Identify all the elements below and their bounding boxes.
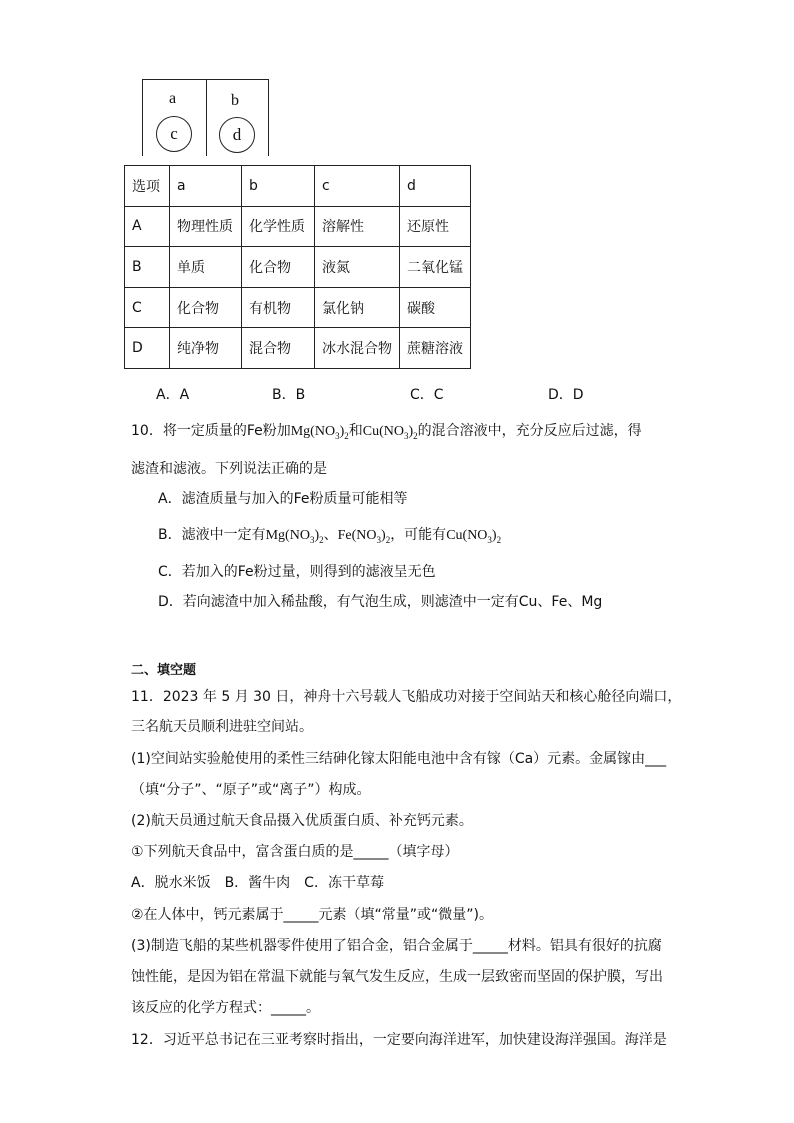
q11-line1: 11．2023 年 5 月 30 日，神舟十六号载人飞船成功对接于空间站天和核心舱径向端口， [131,689,682,705]
section-title: 二、填空题 [131,663,197,678]
q11-part2: (2)航天员通过航天食品摄入优质蛋白质、补充钙元素。 [131,813,473,829]
table-row [125,206,471,247]
q10-option-c: C．若加入的Fe粉过量，则得到的滤液呈无色 [158,564,436,580]
table-cell: C [125,287,170,328]
q9-choice-d: D．D [548,387,584,403]
diagram-label-b: b [231,92,239,109]
q11-part3-line2: 蚀性能，是因为铝在常温下就能与氧气发生反应，生成一层致密而坚固的保护膜，写出 [131,969,663,985]
q9-choice-b: B．B [272,387,306,403]
table-cell: a [170,166,242,207]
table-row [125,247,471,288]
q11-part2-choices: A．脱水米饭 B．酱牛肉 C．冻干草莓 [131,875,384,891]
options-table [124,165,471,369]
q10-option-a: A．滤渣质量与加入的Fe粉质量可能相等 [158,491,408,507]
table-cell: 混合物 [242,328,315,369]
table-cell: 溶解性 [315,206,400,247]
table-cell: 蔗糖溶液 [400,328,471,369]
table-cell: 氯化钠 [315,287,400,328]
table-row [125,287,471,328]
formula-fe-no3-2: $Fe(NO_3)_2$ [337,528,391,545]
table-cell: 选项 [125,166,170,207]
table-cell: 化合物 [242,247,315,288]
diagram-label-a: a [169,90,177,107]
q11-part3-line1: (3)制造飞船的某些机器零件使用了铝合金，铝合金属于_____材料。铝具有很好的抗腐 [131,938,662,954]
q12-line1: 12．习近平总书记在三亚考察时指出，一定要向海洋进军，加快建设海洋强国。海洋是 [131,1032,667,1048]
q9-choice-c: C．C [410,387,444,403]
table-cell: 液氮 [315,247,400,288]
q11-part2-sub1: ①下列航天食品中，富含蛋白质的是_____（填字母） [131,844,459,860]
table-cell: B [125,247,170,288]
table-cell: A [125,206,170,247]
table-cell: 纯净物 [170,328,242,369]
q11-line2: 三名航天员顺利进驻空间站。 [131,719,313,735]
diagram-circle-d: d [219,117,255,153]
table-cell: 二氧化锰 [400,247,471,288]
q11-part1-line1: (1)空间站实验舱使用的柔性三结砷化镓太阳能电池中含有镓（Ca）元素。金属镓由___ [131,751,667,767]
table-cell: 单质 [170,247,242,288]
formula-cu-no3-2: $Cu(NO_3)_2$ [362,424,418,441]
table-cell: 化合物 [170,287,242,328]
q10-option-b: B．滤液中一定有$Mg(NO_3)_2$、$Fe(NO_3)_2$，可能有$Cu(NO_3)_2$ [158,527,502,545]
q11-part3-line3: 该反应的化学方程式：_____。 [131,1000,320,1016]
q11-part1-line2: （填“分子”、“原子”或“离子”）构成。 [131,782,371,798]
q10-stem-line2: 滤渣和滤液。下列说法正确的是 [131,461,327,477]
formula-cu-no3-2: $Cu(NO_3)_2$ [446,528,502,545]
table-row [125,328,471,369]
table-cell: 化学性质 [242,206,315,247]
table-cell: D [125,328,170,369]
formula-mg-no3-2: $Mg(NO_3)_2$ [290,424,349,441]
table-cell: c [315,166,400,207]
q10-stem-text: 10．将一定质量的Fe粉加 [131,423,291,439]
q10-option-d: D．若向滤渣中加入稀盐酸，有气泡生成，则滤渣中一定有Cu、Fe、Mg [158,594,603,610]
diagram-circle-c: c [156,116,192,152]
table-cell: 碳酸 [400,287,471,328]
table-cell: 还原性 [400,206,471,247]
table-cell: 物理性质 [170,206,242,247]
table-cell: 冰水混合物 [315,328,400,369]
q10-stem-line1: 10．将一定质量的Fe粉加$Mg(NO_3)_2$和$Cu(NO_3)_2$的混合溶液中，充分反应后过滤，得 [131,423,642,441]
q9-choice-a: A．A [156,387,190,403]
table-cell: d [400,166,471,207]
formula-mg-no3-2: $Mg(NO_3)_2$ [265,528,324,545]
q11-part2-sub2: ②在人体中，钙元素属于_____元素（填“常量”或“微量”)。 [131,907,494,923]
table-cell: b [242,166,315,207]
table-cell: 有机物 [242,287,315,328]
table-row [125,166,471,207]
